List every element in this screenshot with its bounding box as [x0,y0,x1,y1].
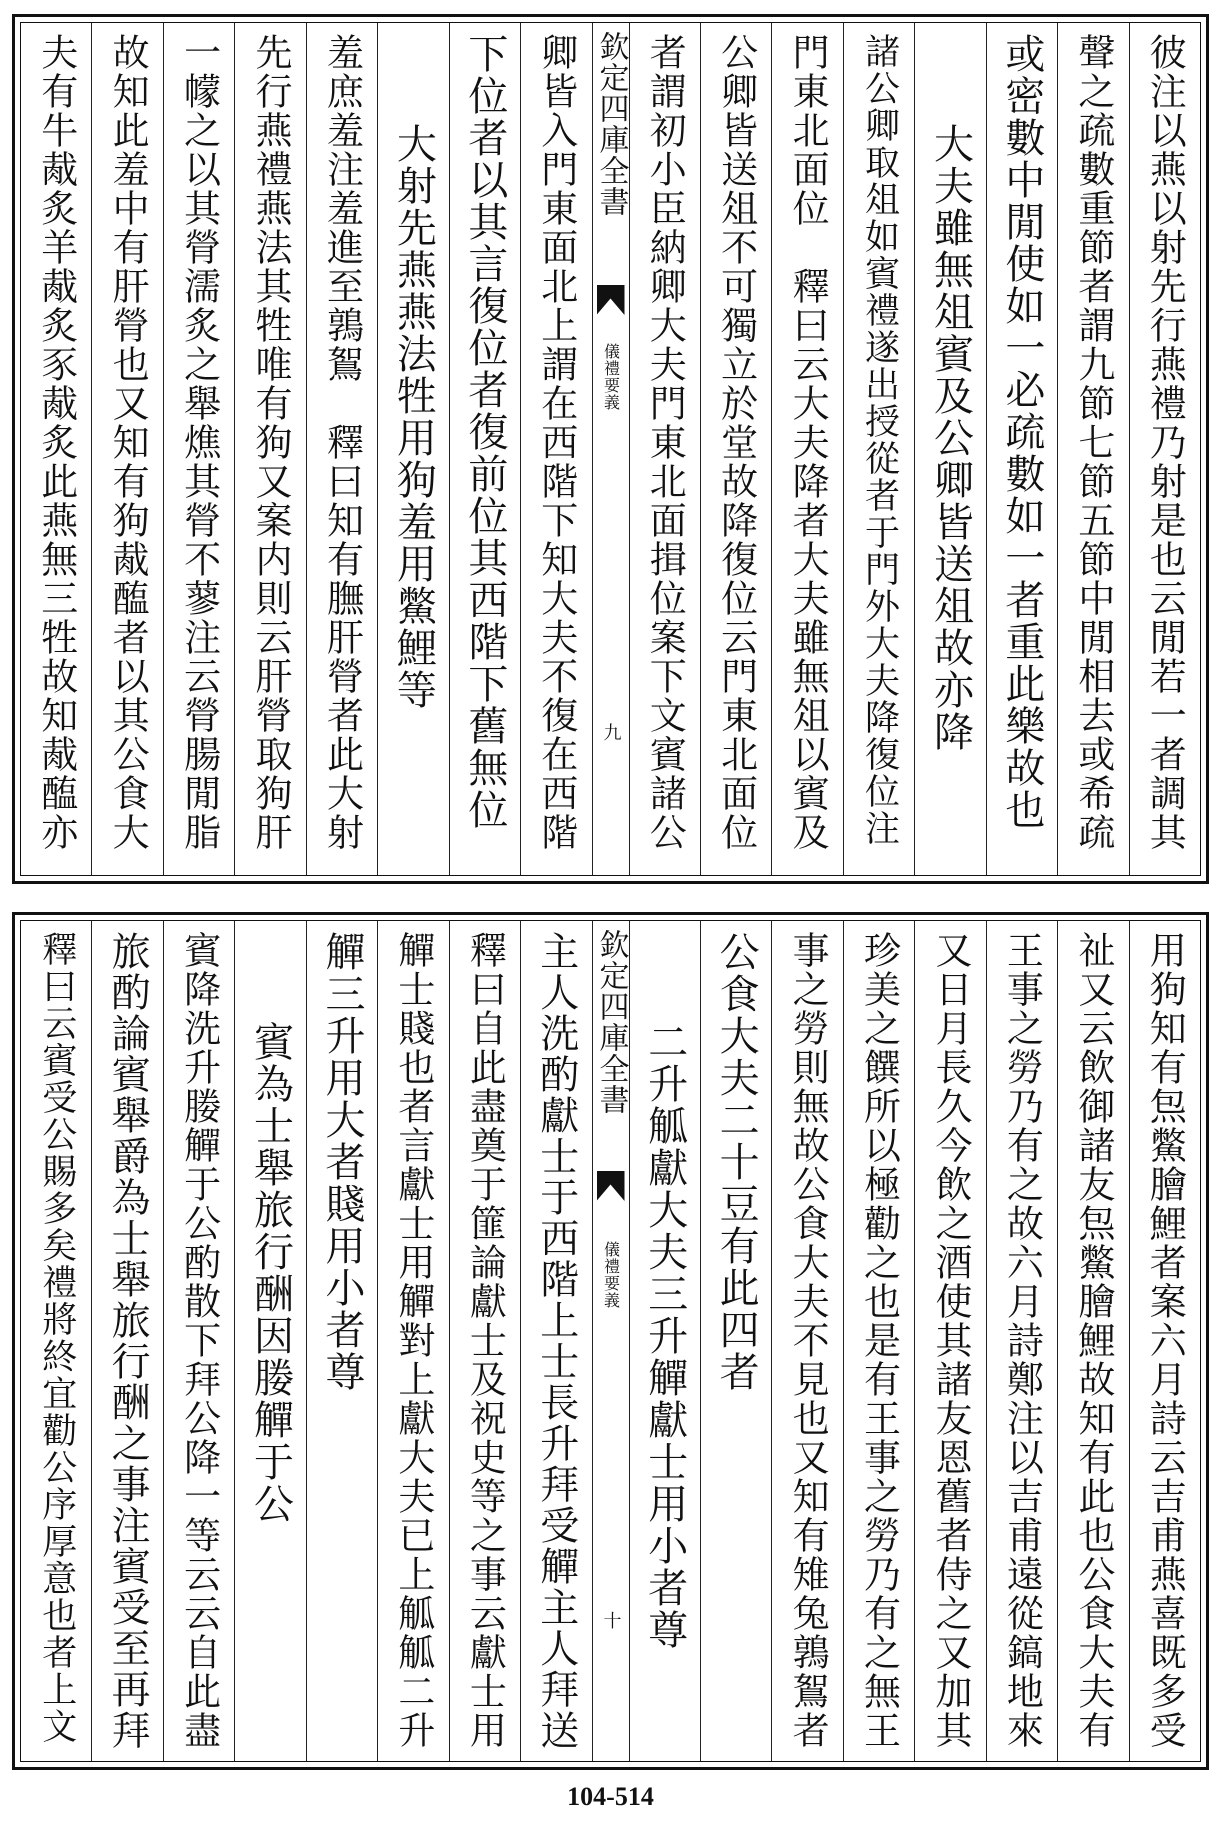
column-text: 羞庶羞注羞進至鶉鴽 釋曰知有膴肝膋者此大射 [320,33,364,852]
center-gutter [592,23,629,875]
column-text: 諸公卿取俎如賓禮遂出授從者于門外大夫降復位注 [859,33,900,847]
text-column [163,921,234,1761]
column-text: 夫有牛胾炙羊胾炙豕胾炙此燕無三牲故知胾醢亦 [34,33,78,852]
text-column [91,23,162,875]
column-text: 賓降洗升媵觶于公酌散下拜公降一等云云自此盡 [177,931,221,1750]
column-text: 卿皆入門東面北上謂在西階下知大夫不復在西階 [534,33,578,852]
gutter-page-number: 十 [600,1611,622,1629]
text-column [1057,23,1128,875]
text-column [843,23,914,875]
text-column [306,23,377,875]
gutter-page-number: 九 [600,723,622,741]
text-column [1129,23,1200,875]
column-text: 門東北面位 釋曰云大夫降者大夫雖無俎以賓及 [786,33,830,852]
column-text: 主人洗酌獻士于西階上士長升拜受觶主人拜送 [533,931,579,1751]
column-text: 用狗知有炰鱉膾鯉者案六月詩云吉甫燕喜既多受 [1143,931,1187,1750]
bottom-page-columns [21,921,1200,1761]
text-column [449,23,520,875]
text-column [914,921,985,1761]
column-text: 二升觚獻大夫三升觶獻士用小者尊 [641,1021,688,1651]
column-text: 旅酌論賓舉爵為士舉旅行酬之事注賓受至再拜 [105,931,151,1751]
text-column [700,921,771,1761]
column-text: 觶三升用大者賤用小者尊 [318,931,365,1393]
bottom-page [12,912,1209,1770]
text-column [700,23,771,875]
column-text: 釋曰云賓受公賜多矣禮將終宜勸公序厚意也者上文 [36,931,77,1745]
text-column [306,921,377,1761]
column-text: 賓為士舉旅行酬因媵觶于公 [247,1021,294,1525]
text-column [914,23,985,875]
text-column [771,23,842,875]
column-text: 聲之疏數重節者謂九節七節五節中閒相去或希疏 [1071,33,1115,852]
page-label: 104-514 [567,1782,654,1811]
column-text: 釋曰自此盡奠于篚論獻士及祝史等之事云獻士用 [463,931,507,1750]
text-column [1129,921,1200,1761]
gutter-title: 欽定四庫全書 [593,929,629,1115]
column-text: 珍美之饌所以極勸之也是有王事之勞乃有之無王 [857,931,901,1750]
column-text: 事之勞則無故公食大夫不見也又知有雉兔鶉鴽者 [786,931,830,1750]
text-column [986,23,1057,875]
column-text: 彼注以燕以射先行燕禮乃射是也云閒若一者調其 [1143,33,1187,852]
gutter-title: 欽定四庫全書 [593,31,629,217]
column-text: 大夫雖無俎賓及公卿皆送俎故亦降 [927,123,974,753]
gutter-book-title: 儀禮要義 [601,1241,621,1309]
gutter-book-title: 儀禮要義 [601,343,621,411]
fishtail-mark-icon [597,285,625,315]
text-column [377,23,448,875]
column-text: 先行燕禮燕法其牲唯有狗又案内則云肝膋取狗肝 [249,33,293,852]
column-text: 觶士賤也者言獻士用觶對上獻大夫已上觚觚二升 [391,931,435,1750]
column-text: 下位者以其言復位者復前位其西階下舊無位 [461,33,508,831]
text-column [629,921,700,1761]
text-column [520,921,591,1761]
top-page-columns [21,23,1200,875]
top-page-frame [20,22,1201,876]
column-text: 故知此羞中有肝膋也又知有狗胾醢者以其公食大 [106,33,150,852]
center-gutter [592,921,629,1761]
text-column [234,23,305,875]
column-text: 者謂初小臣納卿大夫門東北面揖位案下文賓諸公 [643,33,687,852]
text-column [1057,921,1128,1761]
text-column [91,921,162,1761]
text-column [234,921,305,1761]
column-text: 大射先燕燕法牲用狗羞用鱉鯉等 [390,123,437,711]
fishtail-mark-icon [597,1171,625,1201]
column-text: 公卿皆送俎不可獨立於堂故降復位云門東北面位 [714,33,758,852]
text-column [771,921,842,1761]
top-page [12,14,1209,884]
column-text: 公食大夫二十豆有此四者 [713,931,760,1393]
column-text: 祉又云飲御諸友炰鱉膾鯉故知有此也公食大夫有 [1071,931,1115,1750]
column-text: 王事之勞乃有之故六月詩鄭注以吉甫遠從鎬地來 [1000,931,1044,1750]
bottom-page-frame [20,920,1201,1762]
text-column [629,23,700,875]
text-column [377,921,448,1761]
text-column [520,23,591,875]
text-column [986,921,1057,1761]
column-text: 又日月長久今飲之酒使其諸友恩舊者侍之又加其 [928,931,972,1750]
text-column [21,23,91,875]
text-column [163,23,234,875]
text-column [843,921,914,1761]
column-text: 或密數中閒使如一必疏數如一者重此樂故也 [998,33,1045,831]
column-text: 一幪之以其膋濡炙之舉燋其膋不蓼注云膋腸閒脂 [177,33,221,852]
text-column [449,921,520,1761]
text-column [21,921,91,1761]
